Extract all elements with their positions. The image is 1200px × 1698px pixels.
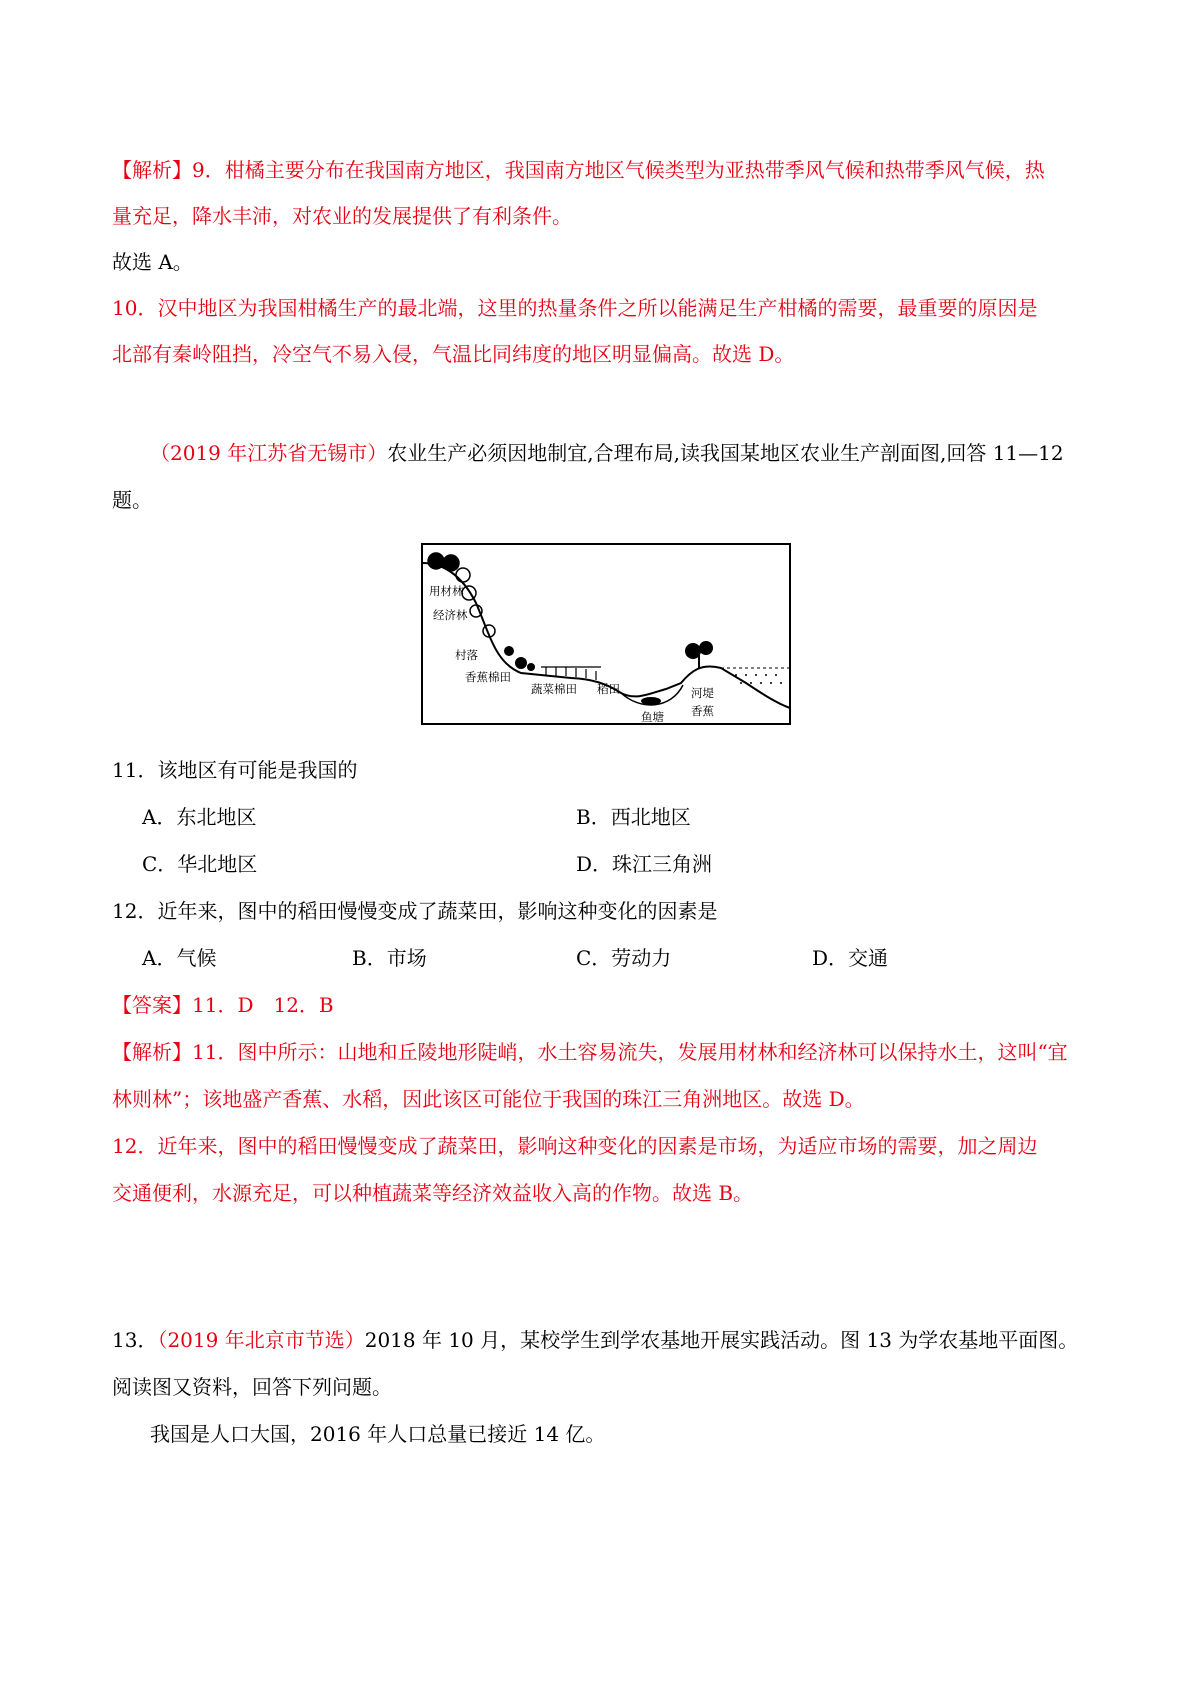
q12-option-b: B．市场 — [352, 946, 427, 970]
answer-line — [112, 993, 334, 1017]
analysis-12-line1: 12．近年来，图中的稻田慢慢变成了蔬菜田，影响这种变化的因素是市场，为适应市场的需要，加之周边 — [112, 1134, 1038, 1158]
question-13-line2: 阅读图又资料，回答下列问题。 — [112, 1375, 392, 1399]
figure-frame — [422, 544, 790, 724]
label-banana-cotton-field: 香蕉棉田 — [465, 670, 511, 684]
q13-source: （2019 年北京市节选） — [157, 1328, 365, 1352]
q11-option-a: A．东北地区 — [142, 805, 257, 829]
q11-option-d: D．珠江三角洲 — [576, 852, 713, 876]
analysis-12-line2: 交通便利，水源充足，可以种植蔬菜等经济效益收入高的作物。故选 B。 — [112, 1181, 754, 1205]
label-vegetable-cotton-field: 蔬菜棉田 — [531, 682, 577, 696]
intro-line2: 题。 — [112, 488, 152, 512]
label-timber-forest: 用材林 — [429, 584, 464, 598]
label-economic-forest: 经济林 — [433, 608, 468, 622]
analysis-9-line2: 量充足，降水丰沛，对农业的发展提供了有利条件。 — [112, 204, 572, 228]
label-banana: 香蕉 — [691, 704, 714, 718]
question-12-stem: 12．近年来，图中的稻田慢慢变成了蔬菜田，影响这种变化的因素是 — [112, 899, 718, 923]
label-fish-pond: 鱼塘 — [641, 710, 664, 724]
analysis-9-conclusion: 故选 A。 — [112, 250, 193, 274]
label-village: 村落 — [455, 648, 478, 662]
q11-option-b: B．西北地区 — [576, 805, 691, 829]
q13-number: 13． — [112, 1328, 158, 1352]
intro-line1: （2019 年江苏省无锡市）农业生产必须因地制宜,合理布局,读我国某地区农业生产剖面图,回答 11—12 — [150, 441, 1064, 465]
analysis-11-line2: 林则林”；该地盛产香蕉、水稻，因此该区可能位于我国的珠江三角洲地区。故选 D。 — [112, 1087, 865, 1111]
q12-option-d: D．交通 — [812, 946, 889, 970]
label-rice-field: 稻田 — [597, 682, 620, 696]
analysis-10-line2: 北部有秦岭阻挡，冷空气不易入侵，气温比同纬度的地区明显偏高。故选 D。 — [112, 342, 795, 366]
agriculture-cross-section-figure — [421, 543, 791, 725]
answer-tag: 【答案】 — [112, 993, 192, 1017]
question-13-line1: 13．（2019 年北京市节选）2018 年 10 月，某校学生到学农基地开展实践活动。图 13 为学农基地平面图。 — [112, 1328, 1079, 1352]
analysis-9-line1: 【解析】9．柑橘主要分布在我国南方地区，我国南方地区气候类型为亚热带季风气候和热带季风气候，热 — [112, 158, 1045, 182]
answer-text: 11．D 12．B — [192, 993, 334, 1017]
label-levee: 河堤 — [691, 686, 714, 700]
analysis-tag: 【解析】 — [112, 158, 192, 182]
intro-source: （2019 年江苏省无锡市） — [150, 441, 388, 465]
question-11-stem: 11．该地区有可能是我国的 — [112, 758, 358, 782]
q11-option-c: C．华北地区 — [142, 852, 258, 876]
q12-option-c: C．劳动力 — [576, 946, 672, 970]
fish-icon — [641, 697, 661, 705]
analysis-10-line1: 10．汉中地区为我国柑橘生产的最北端，这里的热量条件之所以能满足生产柑橘的需要，最重要的原因是 — [112, 296, 1038, 320]
analysis-tag-b: 【解析】 — [112, 1040, 192, 1064]
q12-option-a: A．气候 — [142, 946, 217, 970]
question-13-material: 我国是人口大国，2016 年人口总量已接近 14 亿。 — [150, 1422, 606, 1446]
analysis-11-line1: 【解析】11．图中所示：山地和丘陵地形陡峭，水土容易流失，发展用材林和经济林可以保持水土，这叫“宜 — [112, 1040, 1068, 1064]
